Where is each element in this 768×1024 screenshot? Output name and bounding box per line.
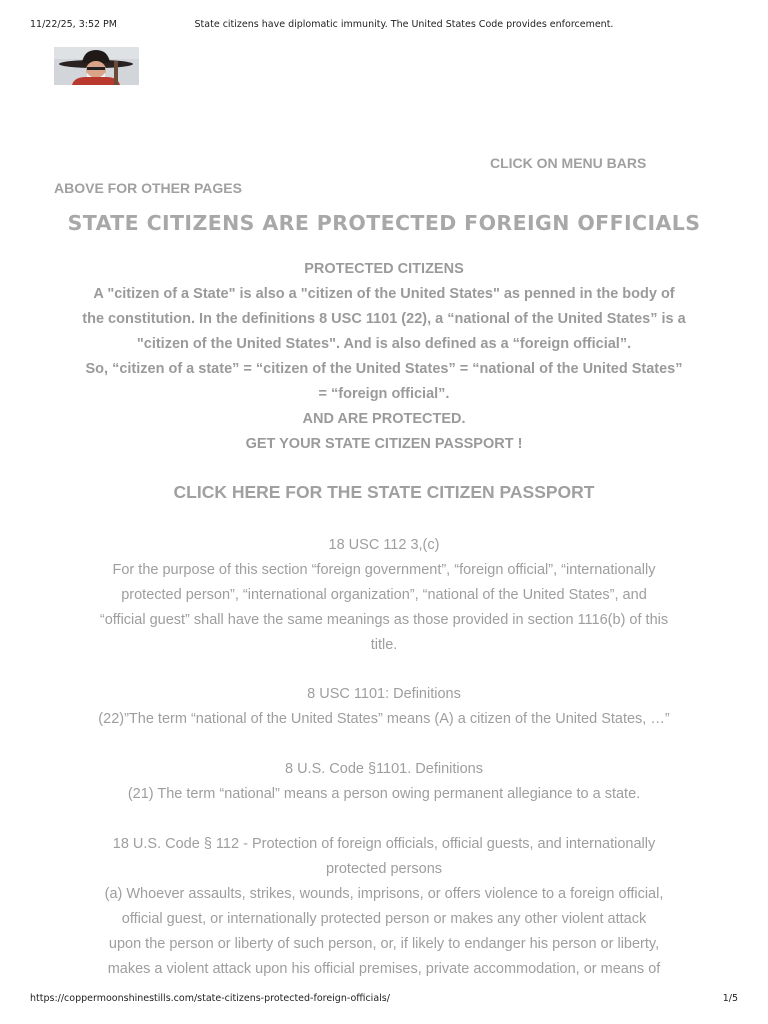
section-text-line: upon the person or liberty of such person, or, if likely to endanger his person or liberty,: [108, 936, 660, 952]
section-text-line: official guest, or internationally protected person or makes any other violent attack: [121, 911, 647, 927]
usc-112-section: [48, 832, 720, 982]
protected-citizens-title: PROTECTED CITIZENS: [304, 261, 464, 277]
protected-text-line: = “foreign official”.: [318, 386, 450, 402]
protected-citizens-section: [50, 257, 718, 457]
section-title: 8 USC 1101: Definitions: [307, 686, 461, 702]
section-title: protected persons: [325, 861, 443, 877]
section-title: 18 U.S. Code § 112 - Protection of foreign officials, official guests, and internationally: [112, 836, 656, 852]
passport-link[interactable]: CLICK HERE FOR THE STATE CITIZEN PASSPORT: [173, 482, 595, 502]
print-page-title: State citizens have diplomatic immunity. The United States Code provides enforcement.: [194, 19, 614, 30]
protected-text-line: "citizen of the United States". And is also defined as a “foreign official”.: [136, 336, 632, 352]
protected-text-line: A "citizen of a State" is also a "citizen of the United States" as penned in the body of: [93, 286, 675, 302]
print-timestamp: 11/22/25, 3:52 PM: [30, 19, 117, 30]
protected-text-line: AND ARE PROTECTED.: [302, 411, 466, 427]
protected-text-line: GET YOUR STATE CITIZEN PASSPORT !: [245, 436, 523, 452]
section-text-line: protected person”, “international organization”, “national of the United States”, and: [121, 587, 647, 603]
print-footer: [30, 993, 738, 1007]
page-heading: STATE CITIZENS ARE PROTECTED FOREIGN OFFICIALS: [67, 211, 701, 235]
usc-112-3c-section: [48, 533, 720, 658]
section-text-line: makes a violent attack upon his official premises, private accommodation, or means of: [107, 961, 661, 977]
menu-note-line2: ABOVE FOR OTHER PAGES: [54, 180, 242, 196]
print-url: https://coppermoonshinestills.com/state-citizens-protected-foreign-officials/: [30, 993, 390, 1004]
section-text-line: “official guest” shall have the same meanings as those provided in section 1116(b) of this: [99, 612, 669, 628]
section-title: 8 U.S. Code §1101. Definitions: [284, 761, 483, 777]
protected-text-line: the constitution. In the definitions 8 USC 1101 (22), a “national of the United States” is a: [82, 311, 686, 327]
section-text-line: (22)”The term “national of the United States” means (A) a citizen of the United States, …”: [98, 711, 670, 727]
section-text-line: title.: [370, 637, 398, 653]
menu-note-line1: CLICK ON MENU BARS: [490, 155, 647, 171]
section-title: 18 USC 112 3,(c): [328, 537, 440, 553]
print-header: [30, 19, 738, 33]
section-text-line: (a) Whoever assaults, strikes, wounds, imprisons, or offers violence to a foreign official,: [104, 886, 664, 902]
avatar-image: [54, 47, 139, 85]
section-text-line: (21) The term “national” means a person owing permanent allegiance to a state.: [127, 786, 641, 802]
section-text-line: For the purpose of this section “foreign government”, “foreign official”, “internationally: [112, 562, 656, 578]
usc-1101-definitions-section: [48, 682, 720, 732]
protected-text-line: So, “citizen of a state” = “citizen of the United States” = “national of the United States”: [85, 361, 683, 377]
page-number: 1/5: [722, 993, 738, 1004]
usc-1101-code-section: [48, 757, 720, 807]
